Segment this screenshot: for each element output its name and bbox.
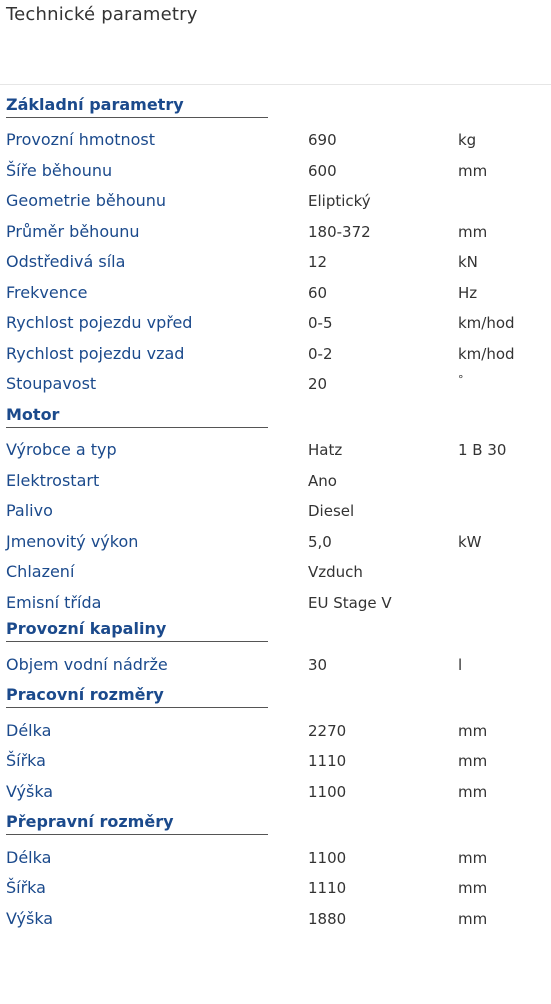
spec-value: 180-372	[308, 223, 371, 241]
section-heading-working-dimensions	[6, 685, 268, 708]
spec-label: Palivo	[6, 501, 53, 520]
spec-row-operating-weight	[6, 129, 546, 151]
spec-row-transport-height	[6, 908, 546, 930]
title-divider	[0, 84, 551, 85]
spec-label: Rychlost pojezdu vzad	[6, 344, 185, 363]
spec-row-drum-width	[6, 160, 546, 182]
spec-value: 1110	[308, 752, 347, 770]
spec-label: Délka	[6, 848, 52, 867]
spec-row-manufacturer-type	[6, 439, 546, 461]
spec-row-working-length	[6, 720, 546, 742]
spec-label: Provozní hmotnost	[6, 130, 156, 149]
spec-unit: mm	[458, 849, 488, 867]
spec-value: Ano	[308, 472, 337, 490]
spec-value: EU Stage V	[308, 594, 392, 612]
spec-value: 1100	[308, 783, 347, 801]
spec-value: 0-2	[308, 345, 333, 363]
spec-row-drum-geometry	[6, 190, 546, 212]
spec-unit: km/hod	[458, 345, 515, 363]
section-title: Přepravní rozměry	[6, 812, 268, 835]
spec-value: 12	[308, 253, 328, 271]
spec-label: Šířka	[6, 751, 46, 770]
spec-row-transport-width	[6, 877, 546, 899]
spec-unit: l	[458, 656, 463, 674]
spec-label: Stoupavost	[6, 374, 97, 393]
spec-row-fuel	[6, 500, 546, 522]
section-title: Pracovní rozměry	[6, 685, 268, 708]
spec-unit: mm	[458, 752, 488, 770]
spec-value: 60	[308, 284, 328, 302]
spec-row-electric-start	[6, 470, 546, 492]
spec-row-gradeability	[6, 373, 546, 395]
spec-label: Geometrie běhounu	[6, 191, 167, 210]
spec-label: Výška	[6, 782, 54, 801]
spec-unit: kg	[458, 131, 477, 149]
section-heading-operating-fluids	[6, 619, 268, 642]
spec-value: 5,0	[308, 533, 332, 551]
spec-label: Frekvence	[6, 283, 88, 302]
spec-row-drum-diameter	[6, 221, 546, 243]
spec-unit: mm	[458, 783, 488, 801]
spec-unit: Hz	[458, 284, 478, 302]
spec-row-forward-speed	[6, 312, 546, 334]
spec-value: Eliptický	[308, 192, 371, 210]
spec-label: Šířka	[6, 878, 46, 897]
spec-unit: mm	[458, 223, 488, 241]
spec-label: Emisní třída	[6, 593, 102, 612]
spec-label: Odstředivá síla	[6, 252, 126, 271]
section-title: Základní parametry	[6, 95, 268, 118]
spec-value: 600	[308, 162, 337, 180]
spec-value: Vzduch	[308, 563, 363, 581]
section-title: Motor	[6, 405, 268, 428]
page-title: Technické parametry	[6, 4, 198, 25]
spec-unit: kN	[458, 253, 478, 271]
spec-value: 1110	[308, 879, 347, 897]
spec-value: Diesel	[308, 502, 355, 520]
spec-row-emission-class	[6, 592, 546, 614]
spec-unit: °	[458, 373, 464, 386]
spec-value: 2270	[308, 722, 347, 740]
spec-unit: km/hod	[458, 314, 515, 332]
spec-unit: mm	[458, 879, 488, 897]
spec-row-cooling	[6, 561, 546, 583]
section-heading-basic-parameters	[6, 95, 268, 118]
spec-value: 690	[308, 131, 337, 149]
spec-row-reverse-speed	[6, 343, 546, 365]
section-heading-engine	[6, 405, 268, 428]
spec-label: Výrobce a typ	[6, 440, 117, 459]
spec-label: Jmenovitý výkon	[6, 532, 139, 551]
spec-row-water-tank-volume	[6, 654, 546, 676]
spec-value: 0-5	[308, 314, 333, 332]
spec-label: Rychlost pojezdu vpřed	[6, 313, 193, 332]
spec-value: 30	[308, 656, 328, 674]
spec-row-centrifugal-force	[6, 251, 546, 273]
spec-value: 20	[308, 375, 328, 393]
spec-label: Šíře běhounu	[6, 161, 113, 180]
spec-row-transport-length	[6, 847, 546, 869]
spec-label: Délka	[6, 721, 52, 740]
spec-value: 1880	[308, 910, 347, 928]
section-title: Provozní kapaliny	[6, 619, 268, 642]
spec-label: Průměr běhounu	[6, 222, 140, 241]
spec-unit: 1 B 30	[458, 441, 507, 459]
spec-label: Objem vodní nádrže	[6, 655, 168, 674]
spec-row-working-width	[6, 750, 546, 772]
spec-value: 1100	[308, 849, 347, 867]
spec-label: Elektrostart	[6, 471, 100, 490]
spec-unit: mm	[458, 162, 488, 180]
spec-value: Hatz	[308, 441, 343, 459]
spec-unit: mm	[458, 722, 488, 740]
spec-row-working-height	[6, 781, 546, 803]
spec-row-rated-power	[6, 531, 546, 553]
spec-unit: kW	[458, 533, 482, 551]
spec-unit: mm	[458, 910, 488, 928]
section-heading-transport-dimensions	[6, 812, 268, 835]
spec-label: Chlazení	[6, 562, 75, 581]
spec-label: Výška	[6, 909, 54, 928]
spec-row-frequency	[6, 282, 546, 304]
